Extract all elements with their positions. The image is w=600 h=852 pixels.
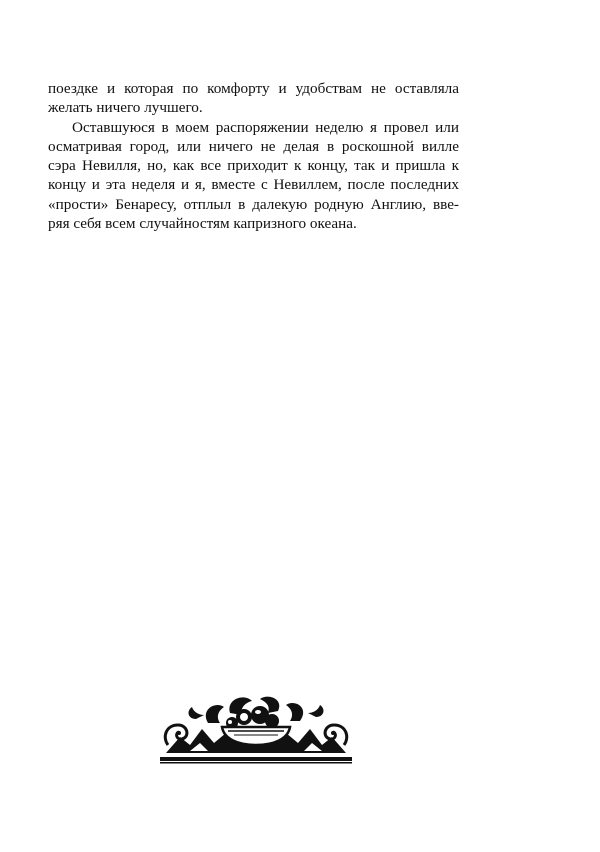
text-line: «прости» Бенаресу, отплыл в далекую родную Англию, вве- xyxy=(48,195,459,213)
text-line: поездке и которая по комфорту и удобствам не оставляла xyxy=(48,80,459,97)
vignette-ornament-icon xyxy=(160,693,352,765)
text-line: ряя себя всем случайностям капризного океана. xyxy=(48,215,357,233)
page-text xyxy=(48,79,459,233)
text-line: осматривая город, или ничего не делая в роскошной вилле xyxy=(48,137,459,155)
text-line: Оставшуюся в моем распоряжении неделю я провел или xyxy=(72,118,459,136)
text-line: сэра Невилля, но, как все приходит к концу, так и пришла к xyxy=(48,157,459,175)
text-line: желать ничего лучшего. xyxy=(48,99,203,117)
text-line: концу и эта неделя и я, вместе с Невиллем, после последних xyxy=(48,176,459,194)
